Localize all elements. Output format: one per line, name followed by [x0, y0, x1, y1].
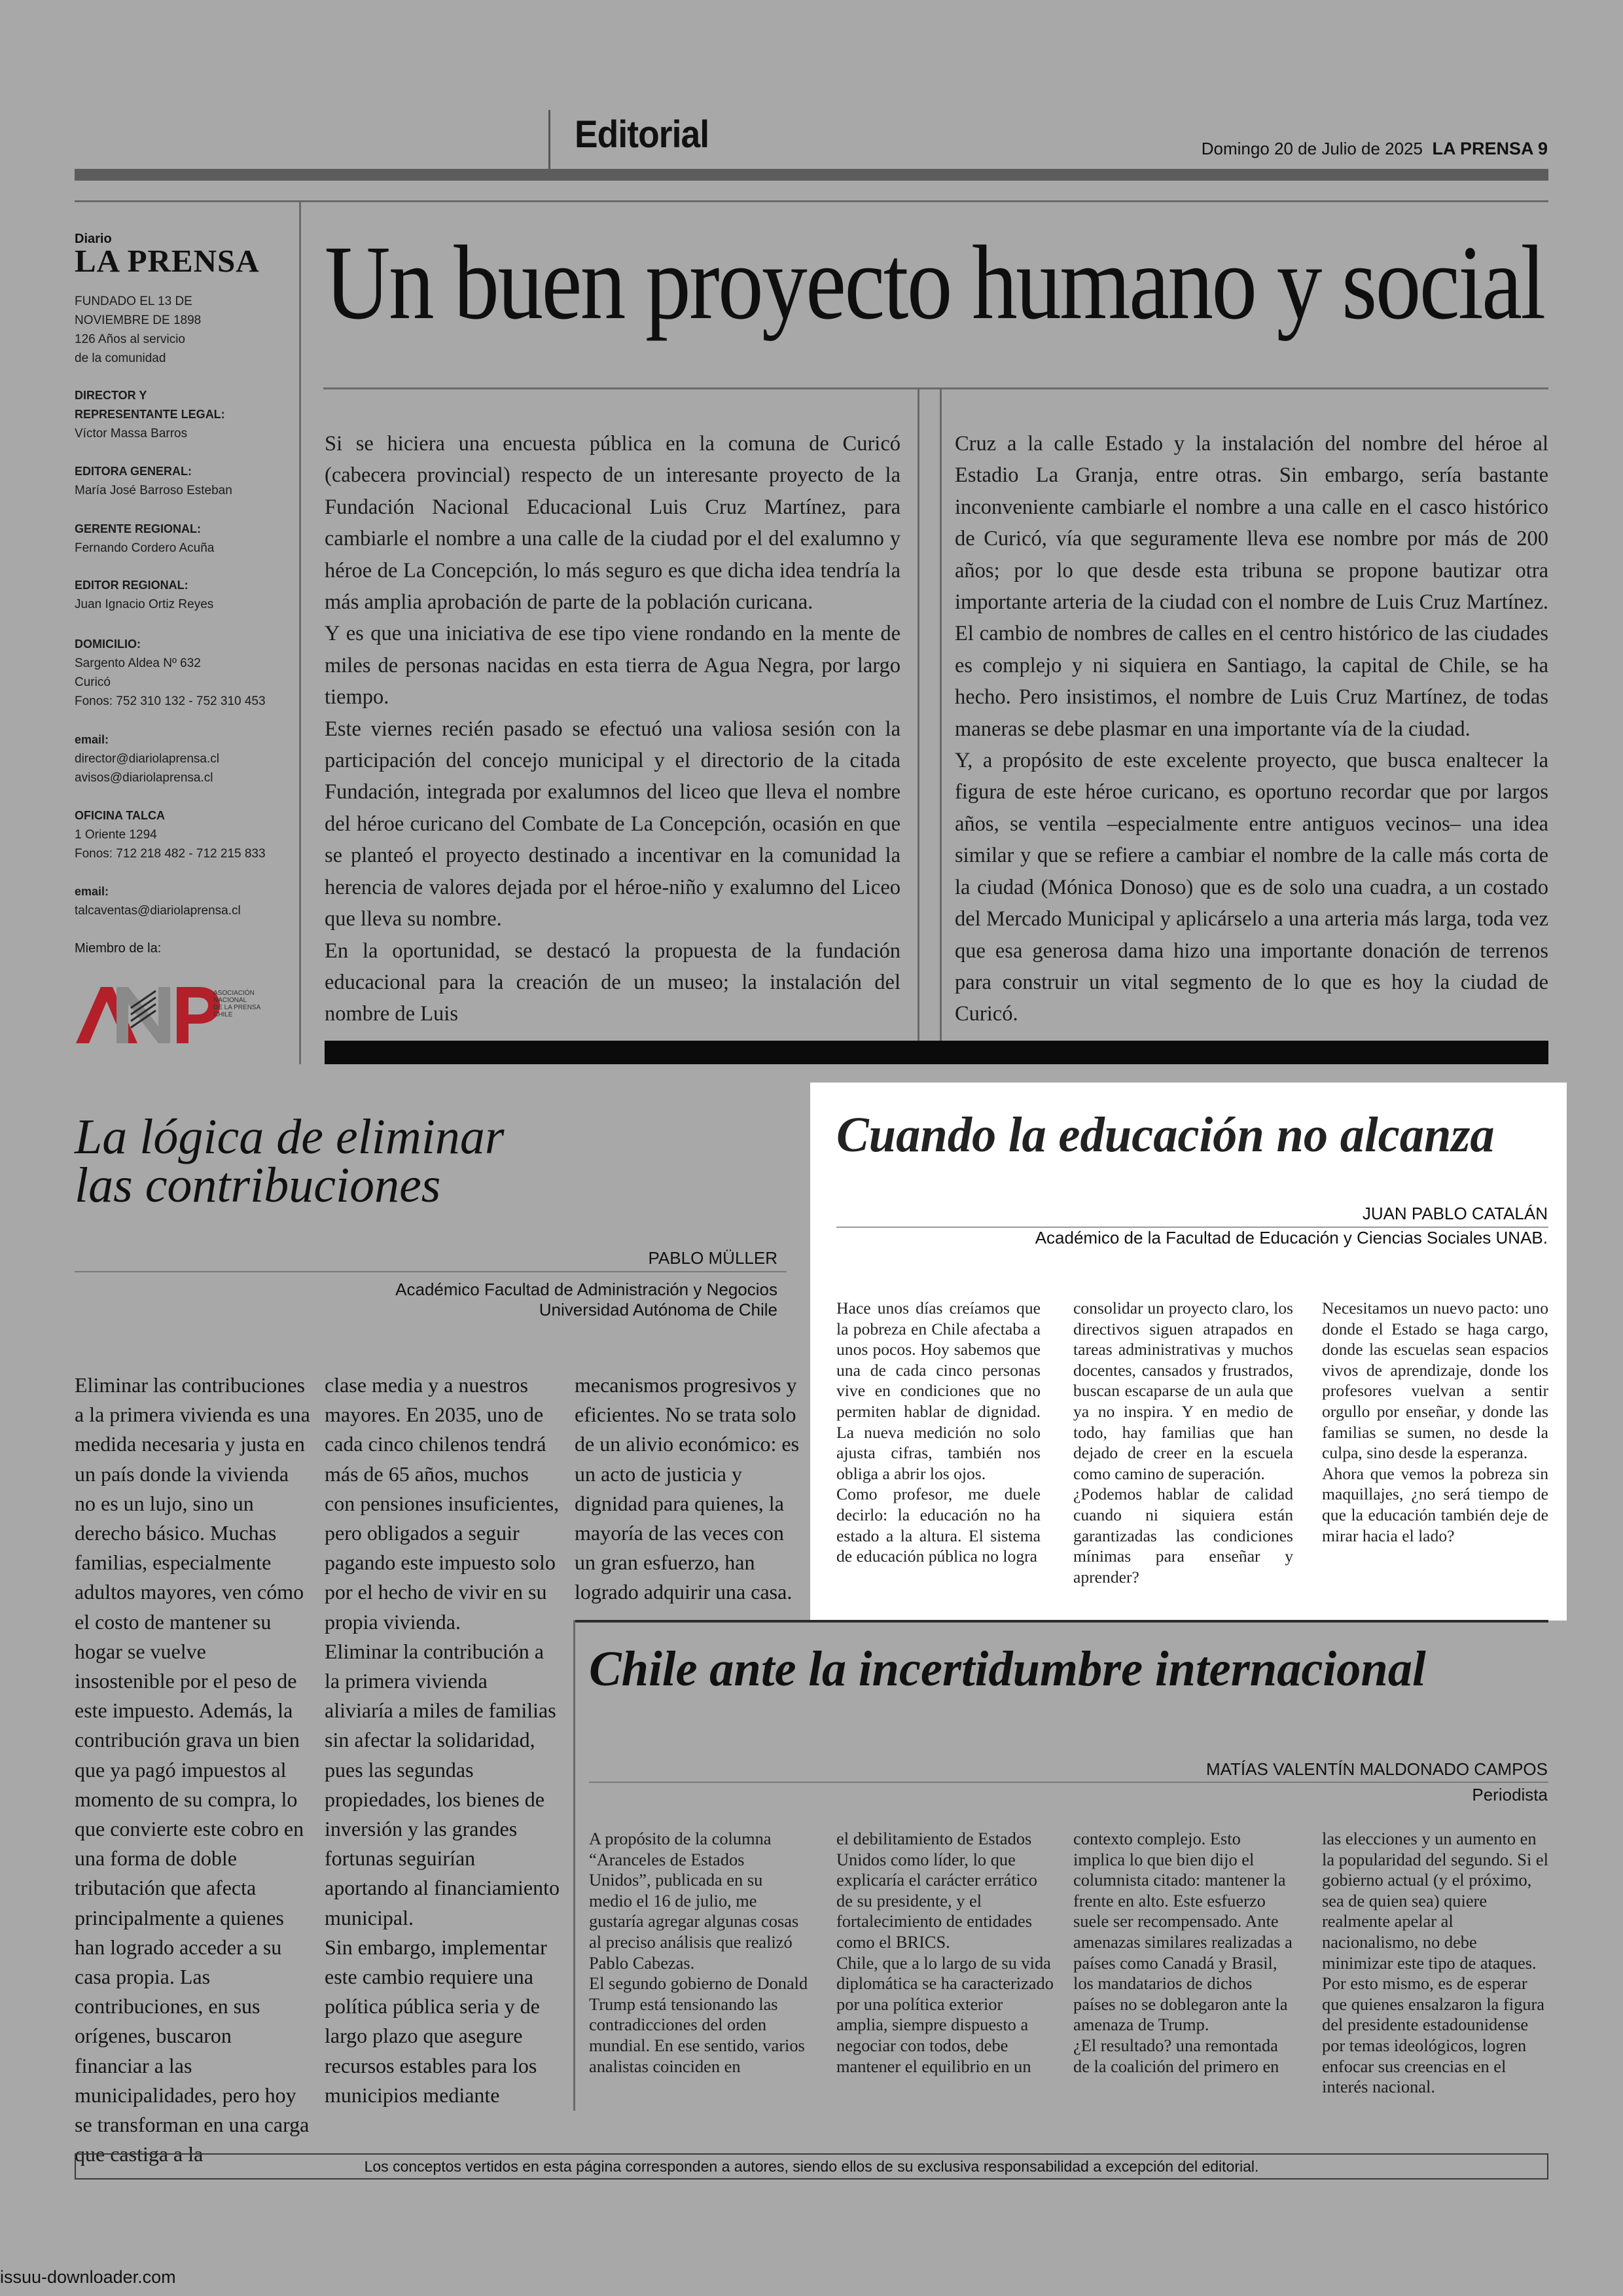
article2-affiliation: Académico de la Facultad de Educación y Ciencias Sociales UNAB.	[1035, 1228, 1548, 1247]
article3-column-3	[1073, 1829, 1293, 2077]
email2-block	[75, 882, 241, 920]
headline-rule	[323, 387, 1548, 389]
founded-line: NOVIEMBRE DE 1898	[75, 314, 202, 327]
article2-paragraph: ¿Podemos hablar de calidad cuando ni siquiera están garantizadas las condiciones mínimas para enseñar y aprender?	[1073, 1484, 1293, 1587]
article3-paragraph: las elecciones y un aumento en la popularidad del segundo. Si el gobierno actual (y el próximo, sea de quien sea) quiere realmente apelar al nacionalismo, no debe minimizar este tipo de ataques. Por esto mismo, es de esperar que quienes ensalzaron la figura del presidente estadounidense por temas ideológicos, logren enfocar sus creencias en el interés nacional.	[1322, 1829, 1548, 2097]
article2-author: JUAN PABLO CATALÁN	[1362, 1204, 1548, 1223]
editorial-right-column	[955, 428, 1548, 1030]
editor-block	[75, 576, 213, 614]
anp-text: CHILE	[213, 1011, 233, 1018]
editorial-headline: Un buen proyecto humano y social	[325, 224, 1544, 342]
section-title: Editorial	[575, 113, 709, 156]
domicilio-block	[75, 635, 266, 711]
article3-paragraph: contexto complejo. Esto implica lo que bien dijo el columnista citado: mantener la frente en alto. Este esfuerzo suele ser recompensado. Ante amenazas similares realizadas a países como Canadá y Brasil, los mandatarios de dichos países no se doblegaron ante la amenaza de Trump.	[1073, 1829, 1293, 2035]
affiliation-line: Académico Facultad de Administración y Negocios	[395, 1280, 777, 1299]
disclaimer-box: Los conceptos vertidos en esta página corresponden a autores, siendo ellos de su exclusiva responsabilidad a excepción del editorial.	[75, 2153, 1548, 2179]
email-line: director@diariolaprensa.cl	[75, 752, 219, 766]
article2-paragraph: Como profesor, me duele decirlo: la educación no ha estado a la altura. El sistema de educación pública no logra	[836, 1484, 1041, 1566]
editorial-left-column	[325, 428, 901, 1030]
article1-column-3	[575, 1371, 808, 1607]
gerente-block	[75, 520, 214, 558]
editora-name: María José Barroso Esteban	[75, 484, 232, 497]
founded-line: de la comunidad	[75, 351, 166, 365]
masthead-sidebar	[75, 202, 301, 1064]
article3-column-4	[1322, 1829, 1548, 2098]
talca-heading: OFICINA TALCA	[75, 809, 165, 822]
article2-paragraph: Necesitamos un nuevo pacto: uno donde el Estado se haga cargo, donde las escuelas sean espacios vivos de aprendizaje, donde los profesores vuelvan a sentir orgullo por enseñar, y donde las familias se sumen, no desde la culpa, sino desde la esperanza.	[1322, 1299, 1548, 1463]
email2-line: talcaventas@diariolaprensa.cl	[75, 904, 241, 918]
director-heading: DIRECTOR Y	[75, 389, 147, 402]
article2-column-1	[836, 1298, 1041, 1567]
article1-title-line: La lógica de eliminar	[75, 1109, 505, 1164]
article3-paragraph: ¿El resultado? una remontada de la coalición del primero en	[1073, 2035, 1279, 2076]
article2-column-3	[1322, 1298, 1548, 1546]
date-line	[1202, 139, 1548, 159]
article2-paragraph: consolidar un proyecto claro, los directivos siguen atrapados en tareas administrativas y muchos docentes, cansados y frustrados, buscan escaparse de un aula que ya no inspira. Y en medio de todo, hay familias que han dejado de creer en la escuela como camino de superación.	[1073, 1299, 1293, 1483]
editorial-paragraph: Cruz a la calle Estado y la instalación del nombre del héroe al Estadio La Granja, entre otras. Sin embargo, sería bastante inconveniente cambiarle el nombre a una calle en el casco histórico de Curicó, vía que seguramente lleva ese nombre por más de 200 años; por lo que desde esta tribuna se propone bautizar otra importante arteria de la ciudad con el nombre de Luis Cruz Martínez. El cambio de nombres de calles en el centro histórico de las ciudades es complejo y ni siquiera en Santiago, la capital de Chile, se ha hecho. Pero insistimos, el nombre de Luis Cruz Martínez, de todas maneras se debe plasmar en una importante vía de la ciudad.	[955, 432, 1548, 741]
article1-column-2	[325, 1371, 560, 2110]
domicilio-line: Sargento Aldea Nº 632	[75, 656, 201, 670]
article1-paragraph: mecanismos progresivos y eficientes. No se trata solo de un alivio económico: es un acto de justicia y dignidad para quienes, la mayoría de las veces con un gran esfuerzo, han logrado adquirir una casa.	[575, 1373, 800, 1604]
watermark-link[interactable]: issuu-downloader.com	[0, 2267, 176, 2287]
anp-logo	[75, 978, 281, 1050]
column-divider	[918, 389, 919, 1043]
top-rule	[75, 169, 1548, 181]
article3-paragraph: A propósito de la columna “Aranceles de Estados Unidos”, publicada en su medio el 16 de julio, me gustaría agregar algunas cosas al preciso análisis que realizó Pablo Cabezas.	[589, 1829, 799, 1973]
article1-paragraph: clase media y a nuestros mayores. En 2035, uno de cada cinco chilenos tendrá más de 65 años, muchos con pensiones insuficientes, pero obligados a seguir pagando este impuesto solo por el hecho de vivir en su propia vivienda.	[325, 1373, 560, 1634]
article3-column-2	[836, 1829, 1056, 2077]
editor-name: Juan Ignacio Ortiz Reyes	[75, 598, 214, 611]
article2-column-2	[1073, 1298, 1293, 1587]
article1-affiliation	[319, 1280, 777, 1320]
article1-column-1	[75, 1371, 310, 2169]
director-block	[75, 386, 225, 443]
gerente-heading: GERENTE REGIONAL:	[75, 522, 202, 535]
talca-block	[75, 806, 266, 863]
talca-line: 1 Oriente 1294	[75, 828, 157, 842]
article1-author: PABLO MÜLLER	[648, 1248, 777, 1268]
domicilio-heading: DOMICILIO:	[75, 637, 141, 651]
article3-column-1	[589, 1829, 809, 2077]
editora-heading: EDITORA GENERAL:	[75, 465, 192, 478]
article1-paragraph: Eliminar la contribución a la primera vivienda aliviaría a miles de familias sin afectar la solidaridad, pues las segundas propiedades, los bienes de inversión y las grandes fortunas seguirían aportando al financiamiento municipal.	[325, 1639, 560, 1929]
header-divider	[548, 110, 550, 169]
article3-paragraph: Chile, que a lo largo de su vida diplomática se ha caracterizado por una política exterior amplia, siempre dispuesto a negociar con todos, debe mantener el equilibrio en un	[836, 1952, 1054, 2076]
anp-text: NACIONAL	[213, 997, 247, 1004]
article1-paragraph: Eliminar las contribuciones a la primera vivienda es una medida necesaria y justa en un país donde la vivienda no es un lujo, sino un derecho básico. Muchas familias, especialmente adultos mayores, ven cómo el costo de mantener su hogar se vuelve insostenible por el peso de este impuesto. Además, la contribución grava un bien que ya pagó impuestos al momento de su compra, lo que convierte este cobro en una forma de doble tributación que afecta principalmente a quienes han logrado acceder a su casa propia. Las contribuciones, en sus orígenes, buscaron financiar a las municipalidades, pero hoy se transforman en una carga que castiga a la	[75, 1373, 310, 2166]
domicilio-line: Curicó	[75, 675, 111, 689]
gerente-name: Fernando Cordero Acuña	[75, 541, 215, 555]
masthead-diario: Diario	[75, 232, 112, 246]
email-heading: email:	[75, 733, 109, 746]
email-block	[75, 730, 219, 787]
director-heading-2: REPRESENTANTE LEGAL:	[75, 408, 225, 421]
domicilio-line: Fonos: 752 310 132 - 752 310 453	[75, 694, 266, 708]
article3-paragraph: el debilitamiento de Estados Unidos como líder, lo que explicaría el carácter errático de su presidente, y el fortalecimiento de entidades como el BRICS.	[836, 1829, 1037, 1952]
email-line: avisos@diariolaprensa.cl	[75, 771, 213, 785]
editorial-paragraph: En la oportunidad, se destacó la propuesta de la fundación educacional para la creación de un museo; la instalación del nombre de Luis	[325, 939, 901, 1026]
article3-divider	[573, 1620, 575, 2111]
article1-paragraph: Sin embargo, implementar este cambio requiere una política pública seria y de largo plazo que asegure recursos estables para los municipios mediante	[325, 1935, 547, 2107]
article3-paragraph: El segundo gobierno de Donald Trump está tensionando las contradicciones del orden mundial. En ese sentido, varios analistas coinciden en	[589, 1973, 808, 2076]
page-number: LA PRENSA 9	[1432, 139, 1548, 158]
article3-title: Chile ante la incertidumbre internacional	[589, 1641, 1426, 1696]
article3-author: MATÍAS VALENTÍN MALDONADO CAMPOS	[1205, 1759, 1548, 1779]
director-name: Víctor Massa Barros	[75, 427, 188, 440]
article3-affiliation: Periodista	[1472, 1785, 1548, 1804]
article1-rule	[75, 1271, 787, 1272]
talca-line: Fonos: 712 218 482 - 712 215 833	[75, 847, 266, 861]
article1-title-line: las contribuciones	[75, 1158, 441, 1213]
column-divider	[940, 389, 942, 1043]
article2-paragraph: Hace unos días creíamos que la pobreza en Chile afectaba a unos pocos. Hoy sabemos que una de cada cinco personas vive en condiciones que no permiten hablar de dignidad. La nueva medición no solo ajusta cifras, también nos obliga a abrir los ojos.	[836, 1299, 1041, 1483]
founded-line: FUNDADO EL 13 DE	[75, 295, 192, 308]
editorial-paragraph: Y, a propósito de este excelente proyecto, que busca enaltecer la figura de este héroe curicano, es oportuno recordar que por largos años, se ventila –especialmente entre antiguos vecinos– una idea similar y que se refiere a cambiar el nombre de la calle más corta de la ciudad (Mónica Donoso) que es de solo una cuadra, a un costado del Mercado Municipal y aplicárselo a una arteria más larga, toda vez que esa generosa dama hizo una importante donación de terrenos para construir un vital segmento de lo que es hoy la ciudad de Curicó.	[955, 749, 1548, 1026]
editor-heading: EDITOR REGIONAL:	[75, 579, 188, 592]
affiliation-line: Universidad Autónoma de Chile	[539, 1300, 777, 1319]
masthead-logo: LA PRENSA	[75, 243, 260, 279]
article2-paragraph: Ahora que vemos la pobreza sin maquillajes, ¿no será tiempo de que la educación también deje de mirar hacia el lado?	[1322, 1463, 1548, 1545]
editorial-paragraph: Si se hiciera una encuesta pública en la comuna de Curicó (cabecera provincial) respecto de un interesante proyecto de la Fundación Nacional Educacional Luis Cruz Martínez, para cambiarle el nombre a una calle de la ciudad por el del exalumno y héroe de La Concepción, lo más seguro es que dicha idea tendría la más amplia aprobación de parte de la población curicana.	[325, 432, 901, 615]
editorial-paragraph: Y es que una iniciativa de ese tipo viene rondando en la mente de miles de personas nacidas en esta tierra de Agua Negra, por largo tiempo.	[325, 622, 901, 709]
anp-text: DE LA PRENSA	[213, 1004, 261, 1011]
editorial-black-bar	[325, 1041, 1548, 1064]
email2-heading: email:	[75, 885, 109, 898]
founded-line: 126 Años al servicio	[75, 332, 185, 346]
article2-title: Cuando la educación no alcanza	[836, 1107, 1495, 1162]
anp-logo-mark	[76, 987, 220, 1043]
editorial-paragraph: Este viernes recién pasado se efectuó una valiosa sesión con la participación del concejo municipal y el directorio de la citada Fundación, integrada por exalumnos del liceo que lleva el nombre del héroe curicano del Combate de La Concepción, ocasión en que se planteó el proyecto destinado a incentivar en la comunidad la herencia de valores dejada por el héroe-niño y exalumno del Liceo que lleva su nombre.	[325, 717, 901, 931]
editora-block	[75, 462, 232, 500]
member-label: Miembro de la:	[75, 941, 162, 956]
article3-rule	[589, 1782, 1548, 1783]
anp-text: ASOCIACIÓN	[213, 990, 255, 997]
issue-date: Domingo 20 de Julio de 2025	[1201, 139, 1423, 158]
article3-top-rule	[575, 1620, 1548, 1623]
article1-title	[75, 1109, 585, 1213]
founded-block	[75, 292, 201, 368]
